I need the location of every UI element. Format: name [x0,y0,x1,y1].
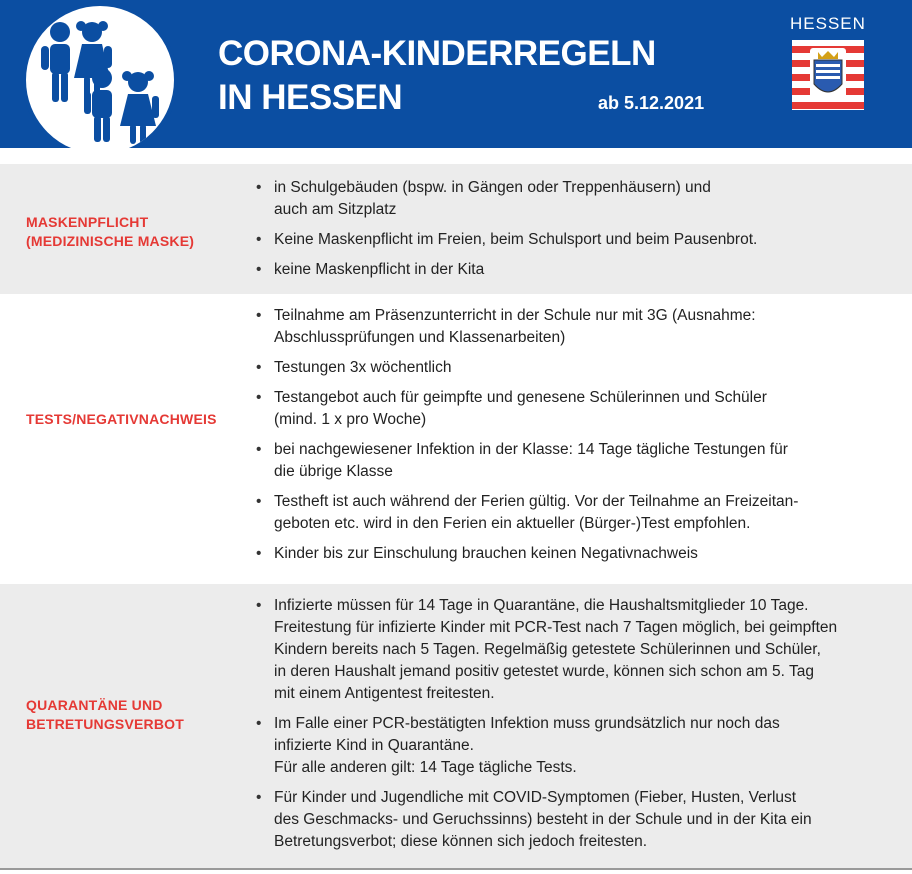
list-item: • in Schulgebäuden (bspw. in Gängen oder Treppenhäusern) und auch am Sitzplatz [254,177,894,221]
title-line-2: IN HESSEN [218,78,403,117]
title-line-1: CORONA-KINDERREGELN [218,34,656,73]
list-item: • Testheft ist auch während der Ferien gültig. Vor der Teilnahme an Freizeitan- geboten etc. wird in den Ferien ein aktueller (Bürger-)Test empfohlen. [254,491,894,535]
bullet-list [254,595,894,861]
effective-date: ab 5.12.2021 [598,93,705,113]
list-item: • Testangebot auch für geimpfte und genesene Schülerinnen und Schüler (mind. 1 x pro Woche) [254,387,894,431]
list-item: • Für Kinder und Jugendliche mit COVID-Symptomen (Fieber, Husten, Verlust des Geschmacks- und Geruchssinns) besteht in der Schule und in der Kita ein Betretungsverbot; diese können sich jedoch freitesten. [254,787,894,853]
state-label: HESSEN [790,14,866,33]
section-label: MASKENPFLICHT (MEDIZINISCHE MASKE) [26,214,195,249]
hessen-coat-of-arms-icon [792,40,864,110]
header-banner [0,0,912,148]
section-label: TESTS/NEGATIVNACHWEIS [26,411,217,427]
children-family-icon [22,2,178,158]
bottom-divider [0,868,912,870]
section-maskenpflicht [0,164,912,294]
list-item: • Kinder bis zur Einschulung brauchen keinen Negativnachweis [254,543,894,565]
section-quarantaene [0,584,912,868]
list-item: • bei nachgewiesener Infektion in der Klasse: 14 Tage tägliche Testungen für die übrige Klasse [254,439,894,483]
bullet-list [254,305,894,573]
section-tests [0,294,912,584]
list-item: • Im Falle einer PCR-bestätigten Infektion muss grundsätzlich nur noch das infizierte Kind in Quarantäne. Für alle anderen gilt: 14 Tage tägliche Tests. [254,713,894,779]
bullet-list [254,177,894,289]
list-item: • Infizierte müssen für 14 Tage in Quarantäne, die Haushaltsmitglieder 10 Tage. Freitestung für infizierte Kinder mit PCR-Test nach 7 Tagen möglich, bei geimpften Kindern bereits nach 5 Tagen. Regelmäßig getestete Schülerinnen und Schüler, in deren Haushalt jemand positiv getestet wurde, können sich schon am 5. Tag mit einem Antigentest freitesten. [254,595,894,705]
list-item: • Testungen 3x wöchentlich [254,357,894,379]
list-item: • Teilnahme am Präsenzunterricht in der Schule nur mit 3G (Ausnahme: Abschlussprüfungen und Klassenarbeiten) [254,305,894,349]
page-title [218,32,656,120]
section-label: QUARANTÄNE UND BETRETUNGSVERBOT [26,697,184,732]
header-gap [0,148,912,164]
list-item: • Keine Maskenpflicht im Freien, beim Schulsport und beim Pausenbrot. [254,229,894,251]
list-item: • keine Maskenpflicht in der Kita [254,259,894,281]
